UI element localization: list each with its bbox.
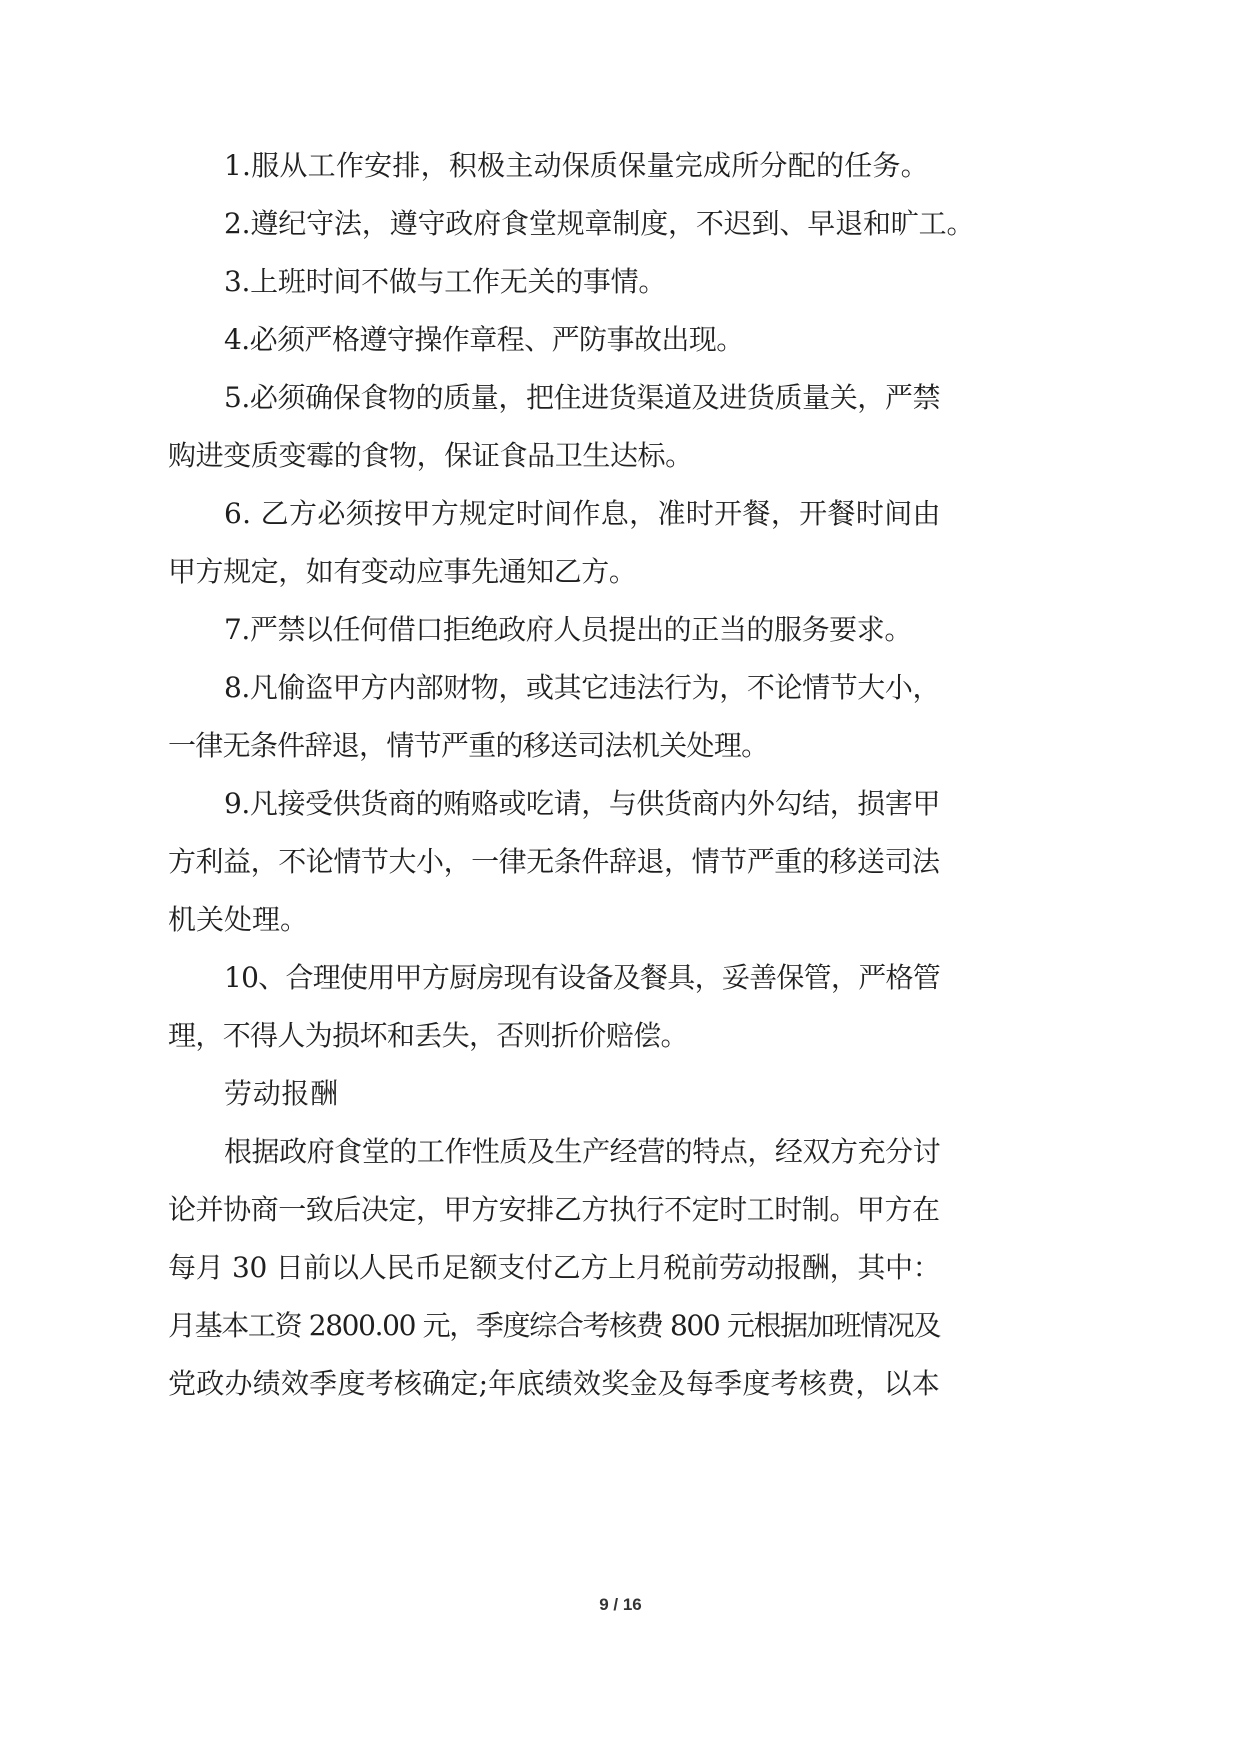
- paragraph-line: 6. 乙方必须按甲方规定时间作息，准时开餐，开餐时间由: [224, 497, 941, 530]
- paragraph-line: 8.凡偷盗甲方内部财物，或其它违法行为，不论情节大小，: [224, 671, 941, 704]
- paragraph-line: 购进变质变霉的食物，保证食品卫生达标。: [168, 439, 693, 472]
- paragraph-line: 月基本工资 2800.00 元，季度综合考核费 800 元根据加班情况及: [168, 1309, 941, 1342]
- paragraph-line: 党政办绩效季度考核确定;年底绩效奖金及每季度考核费，以本: [168, 1367, 941, 1400]
- paragraph-line: 机关处理。: [168, 903, 309, 936]
- paragraph-line: 3.上班时间不做与工作无关的事情。: [224, 265, 667, 298]
- paragraph-line: 2.遵纪守法，遵守政府食堂规章制度，不迟到、早退和旷工。: [224, 207, 975, 240]
- paragraph-line: 一律无条件辞退，情节严重的移送司法机关处理。: [168, 729, 769, 762]
- paragraph-line: 方利益，不论情节大小，一律无条件辞退，情节严重的移送司法: [168, 845, 940, 878]
- paragraph-line: 论并协商一致后决定，甲方安排乙方执行不定时工时制。甲方在: [168, 1193, 940, 1226]
- paragraph-line: 根据政府食堂的工作性质及生产经营的特点，经双方充分讨: [224, 1135, 941, 1168]
- page-number: 9 / 16: [599, 1595, 642, 1614]
- paragraph-line: 1.服从工作安排，积极主动保质保量完成所分配的任务。: [224, 149, 929, 182]
- paragraph-line: 理，不得人为损坏和丢失，否则折价赔偿。: [168, 1019, 688, 1052]
- paragraph-line: 5.必须确保食物的质量，把住进货渠道及进货质量关，严禁: [224, 381, 941, 414]
- paragraph-line: 9.凡接受供货商的贿赂或吃请，与供货商内外勾结，损害甲: [224, 787, 941, 820]
- paragraph-line: 甲方规定，如有变动应事先通知乙方。: [168, 555, 637, 588]
- paragraph-line: 10、合理使用甲方厨房现有设备及餐具，妥善保管，严格管: [224, 961, 941, 994]
- paragraph-line: 4.必须严格遵守操作章程、严防事故出现。: [224, 323, 744, 356]
- paragraph-line: 每月 30 日前以人民币足额支付乙方上月税前劳动报酬，其中：: [168, 1251, 941, 1284]
- paragraph-line: 7.严禁以任何借口拒绝政府人员提出的正当的服务要求。: [224, 613, 912, 646]
- section-heading: 劳动报酬: [224, 1077, 339, 1110]
